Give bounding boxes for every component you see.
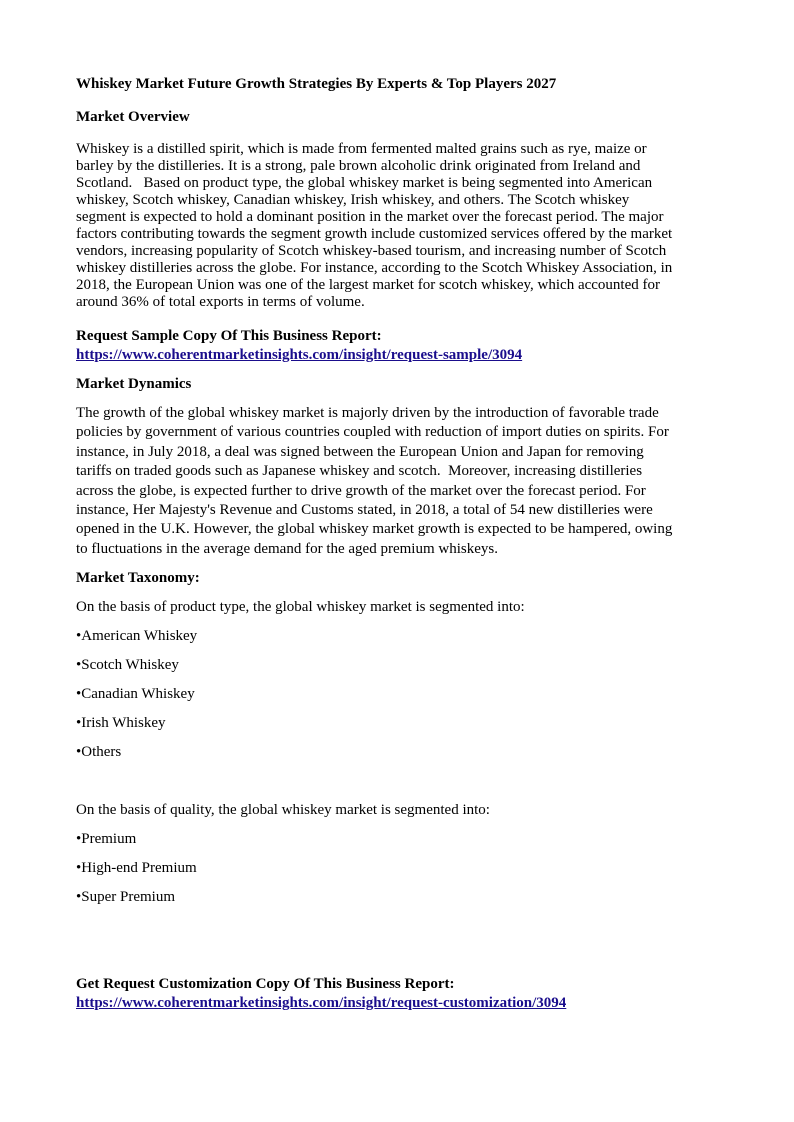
overview-line: Whiskey is a distilled spirit, which is made from fermented malted grains such as rye, maize or <box>76 141 647 157</box>
market-dynamics-paragraph <box>76 404 716 559</box>
market-taxonomy-heading: Market Taxonomy: <box>76 570 200 587</box>
dynamics-line: The growth of the global whiskey market is majorly driven by the introduction of favorable trade <box>76 405 659 421</box>
list-item: •Others <box>76 744 122 761</box>
overview-line: whiskey distilleries across the globe. For instance, according to the Scotch Whiskey Association, in <box>76 260 673 276</box>
overview-line: barley by the distilleries. It is a strong, pale brown alcoholic drink originated from Ireland and <box>76 158 641 174</box>
spacer <box>76 917 716 975</box>
overview-line: vendors, increasing popularity of Scotch whiskey-based tourism, and increasing number of Scotch <box>76 243 667 259</box>
market-dynamics-heading: Market Dynamics <box>76 376 192 392</box>
dynamics-line: opened in the U.K. However, the global whiskey market growth is expected to be hampered, owing <box>76 521 673 538</box>
list-item: •Irish Whiskey <box>76 715 166 732</box>
spacer <box>76 772 716 801</box>
list-item: •American Whiskey <box>76 628 198 645</box>
overview-line: factors contributing towards the segment growth include customized services offered by the market <box>76 226 673 242</box>
list-item: •Super Premium <box>76 889 175 906</box>
overview-line: segment is expected to hold a dominant position in the market over the forecast period. The major <box>76 209 664 225</box>
product-type-intro: On the basis of product type, the global whiskey market is segmented into: <box>76 599 525 616</box>
market-overview-paragraph <box>76 141 716 311</box>
list-item: •Scotch Whiskey <box>76 657 179 674</box>
dynamics-line: policies by government of various countries coupled with reduction of import duties on spirits. For <box>76 424 669 441</box>
list-item: •High-end Premium <box>76 860 197 877</box>
overview-line: around 36% of total exports in terms of volume. <box>76 294 365 310</box>
dynamics-line: across the globe, is expected further to drive growth of the market over the forecast period. For <box>76 482 646 499</box>
dynamics-line: tariffs on traded goods such as Japanese whiskey and scotch. Moreover, increasing distilleries <box>76 463 643 480</box>
sample-request-label: Request Sample Copy Of This Business Report: <box>76 328 382 344</box>
page-title: Whiskey Market Future Growth Strategies By Experts & Top Players 2027 <box>76 76 557 92</box>
list-item: •Canadian Whiskey <box>76 686 195 703</box>
customization-request-block <box>76 975 716 1013</box>
overview-line: whiskey, Scotch whiskey, Canadian whiskey, Irish whiskey, and others. The Scotch whiskey <box>76 192 630 208</box>
customization-request-label: Get Request Customization Copy Of This Business Report: <box>76 976 455 993</box>
document-page <box>76 75 716 1023</box>
quality-intro: On the basis of quality, the global whiskey market is segmented into: <box>76 802 490 819</box>
sample-request-link[interactable]: https://www.coherentmarketinsights.com/insight/request-sample/3094 <box>76 347 523 363</box>
dynamics-line: to fluctuations in the average demand for the aged premium whiskeys. <box>76 540 498 557</box>
dynamics-line: instance, Her Majesty's Revenue and Customs stated, in 2018, a total of 54 new distilleries were <box>76 502 653 519</box>
overview-line: Scotland. Based on product type, the global whiskey market is being segmented into American <box>76 175 653 191</box>
dynamics-line: instance, in July 2018, a deal was signed between the European Union and Japan for removing <box>76 443 644 460</box>
overview-line: 2018, the European Union was one of the largest market for scotch whiskey, which accounted for <box>76 277 660 293</box>
market-overview-heading: Market Overview <box>76 109 190 125</box>
list-item: •Premium <box>76 831 137 848</box>
sample-request-block <box>76 327 716 365</box>
customization-request-link[interactable]: https://www.coherentmarketinsights.com/insight/request-customization/3094 <box>76 995 567 1012</box>
